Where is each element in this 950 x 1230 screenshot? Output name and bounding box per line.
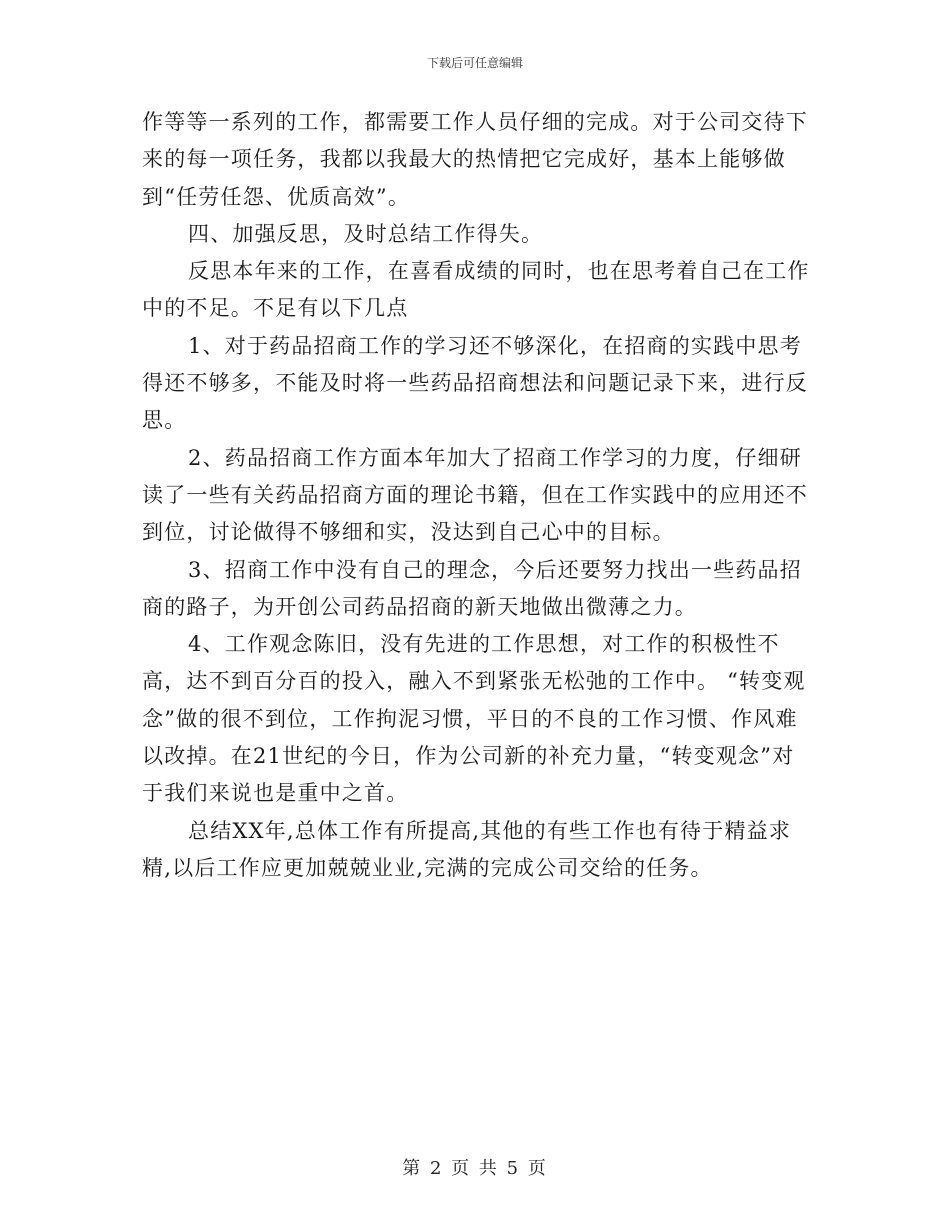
paragraph-continuation: 作等等一系列的工作，都需要工作人员仔细的完成。对于公司交待下来的每一项任务，我都以我最大的热情把它完成好，基本上能够做到“任劳任怨、优质高效”。 [142,110,808,209]
section-heading-4: 四、加强反思，及时总结工作得失。 [188,221,544,246]
list-item-3: 3、招商工作中没有自己的理念，今后还要努力找出一些药品招商的路子，为开创公司药品招商的新天地做出微薄之力。 [142,557,802,619]
list-item-4: 4、工作观念陈旧，没有先进的工作思想，对工作的积极性不高，达不到百分百的投入，融入不到紧张无松弛的工作中。 “转变观念”做的很不到位，工作拘泥习惯，平日的不良的工作习惯、作风难以改掉。在21世纪的今日，作为公司新的补充力量，“转变观念”对于我们来说也是重中之首。 [142,632,806,806]
paragraph-reflection-intro: 反思本年来的工作，在喜看成绩的同时，也在思考着自己在工作中的不足。不足有以下几点 [142,259,810,321]
document-body [142,104,812,887]
page-header: 下载后可任意编辑 [426,56,523,70]
list-item-2: 2、药品招商工作方面本年加大了招商工作学习的力度，仔细研读了一些有关药品招商方面的理论书籍，但在工作实践中的应用还不到位，讨论做得不够细和实，没达到自己心中的目标。 [142,445,808,545]
list-item-1: 1、对于药品招商工作的学习还不够深化，在招商的实践中思考得还不够多，不能及时将一些药品招商想法和问题记录下来，进行反思。 [142,333,808,433]
page-number: 第 2 页 共 5 页 [402,1158,548,1179]
paragraph-summary: 总结XX年,总体工作有所提高,其他的有些工作也有待于精益求精,以后工作应更加兢兢业业,完满的完成公司交给的任务。 [142,818,792,880]
